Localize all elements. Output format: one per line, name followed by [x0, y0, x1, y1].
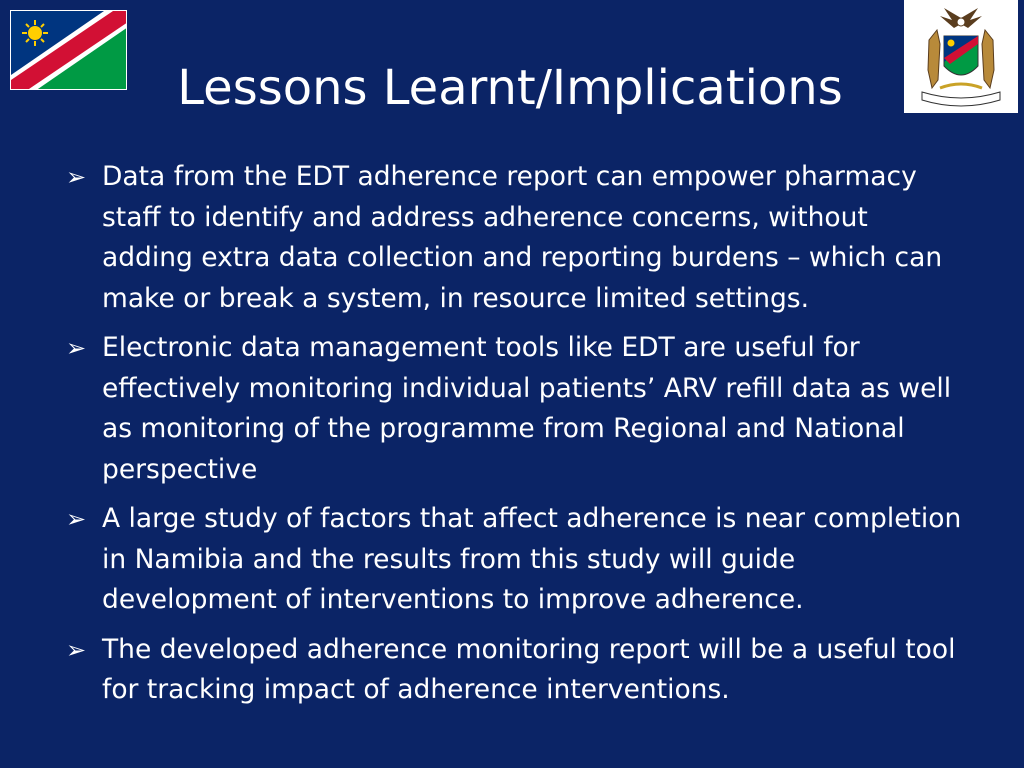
arrow-bullet-icon: ➢ [66, 635, 87, 664]
list-item [64, 157, 964, 319]
arrow-bullet-icon: ➢ [66, 163, 87, 191]
bullet-list [64, 157, 964, 720]
list-item [64, 630, 964, 711]
namibia-flag-icon [10, 10, 127, 90]
list-item [64, 499, 964, 621]
bullet-text: Data from the EDT adherence report can empower pharmacy staff to identify and address adherence concerns, without adding extra data collection and reporting burdens – which can make or break a system, in resource limited settings. [102, 161, 943, 314]
bullet-text: The developed adherence monitoring report will be a useful tool for tracking impact of adherence interventions. [102, 633, 956, 705]
arrow-bullet-icon: ➢ [66, 334, 87, 362]
bullet-text: A large study of factors that affect adherence is near completion in Namibia and the results from this study will guide development of interventions to improve adherence. [102, 503, 962, 615]
list-item [64, 328, 964, 490]
bullet-text: Electronic data management tools like EDT are useful for effectively monitoring individual patients’ ARV refill data as well as monitoring of the programme from Regional and National perspective [102, 332, 952, 485]
namibia-coat-of-arms-icon [904, 0, 1018, 113]
arrow-bullet-icon: ➢ [66, 505, 87, 533]
page-title: Lessons Learnt/Implications [177, 60, 843, 116]
